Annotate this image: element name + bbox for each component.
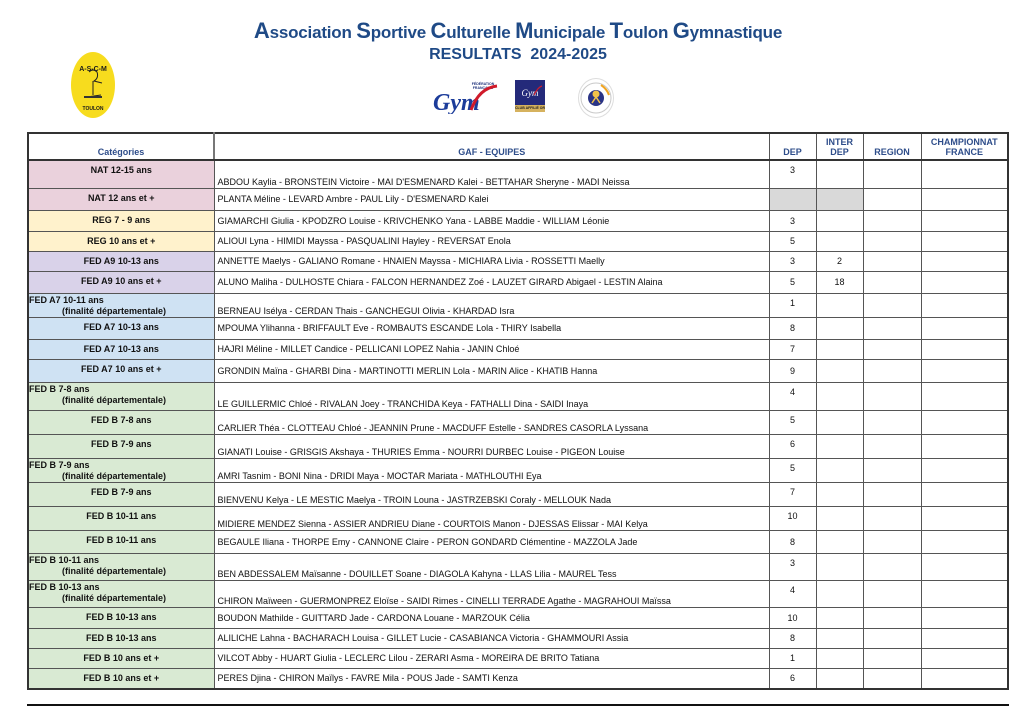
- category-label: FED B 10-11 ans: [86, 534, 157, 545]
- gym-mark-icon: [515, 80, 545, 105]
- baby-gym-icon: [579, 79, 613, 117]
- category-label: FED A7 10-13 ans: [83, 321, 159, 332]
- championnat-france-result-cell: [921, 359, 1008, 382]
- inter-dep-result-cell: [816, 628, 863, 648]
- affiliate-word: Gym: [521, 88, 539, 98]
- region-result-cell: [863, 458, 921, 482]
- footer-divider: [27, 704, 1009, 706]
- region-result-cell: [863, 628, 921, 648]
- table-row: [28, 188, 1008, 210]
- region-result-cell: [863, 482, 921, 506]
- inter-dep-result-cell: [816, 553, 863, 580]
- inter-dep-result-cell: [816, 210, 863, 231]
- category-label: FED A7 10-13 ans: [83, 343, 159, 354]
- table-row: [28, 458, 1008, 482]
- dep-result-cell: 7: [769, 482, 816, 506]
- region-result-cell: [863, 231, 921, 251]
- category-label: NAT 12 ans et +: [87, 192, 155, 203]
- category-label: REG 7 - 9 ans: [92, 214, 151, 225]
- table-row: [28, 530, 1008, 553]
- inter-dep-result-cell: [816, 668, 863, 689]
- region-result-cell: [863, 648, 921, 668]
- affiliate-band-text: CLUB AFFILIÉ OR: [515, 106, 546, 110]
- region-result-cell: [863, 271, 921, 293]
- category-cell: [28, 317, 214, 339]
- dep-result-cell: 3: [769, 210, 816, 231]
- inter-dep-result-cell: [816, 293, 863, 317]
- team-members-cell: ALIOUI Lyna - HIMIDI Mayssa - PASQUALINI Hayley - REVERSAT Enola: [214, 231, 769, 251]
- championnat-france-result-cell: [921, 580, 1008, 607]
- team-members-cell: ALUNO Maliha - DULHOSTE Chiara - FALCON HERNANDEZ Zoé - LAUZET GIRARD Abigael - LESTIN Alaina: [214, 271, 769, 293]
- dep-result-cell: 3: [769, 553, 816, 580]
- category-cell: [28, 607, 214, 628]
- table-row: [28, 482, 1008, 506]
- inter-dep-result-cell: [816, 482, 863, 506]
- team-members-cell: GRONDIN Maïna - GHARBI Dina - MARTINOTTI MERLIN Lola - MARIN Alice - KHATIB Hanna: [214, 359, 769, 382]
- region-result-cell: [863, 382, 921, 410]
- category-label: FED A9 10 ans et +: [81, 275, 162, 286]
- team-members-cell: CARLIER Théa - CLOTTEAU Chloé - JEANNIN Prune - MACDUFF Estelle - SANDRES CASORLA Lyssana: [214, 410, 769, 434]
- region-result-cell: [863, 188, 921, 210]
- table-row: [28, 628, 1008, 648]
- region-result-cell: [863, 553, 921, 580]
- dep-result-cell: 10: [769, 607, 816, 628]
- col-header-dep: DEP: [769, 133, 816, 160]
- championnat-france-result-cell: [921, 271, 1008, 293]
- club-affilie-or-logo: [515, 80, 545, 112]
- championnat-france-result-cell: [921, 293, 1008, 317]
- team-members-cell: CHIRON Maïween - GUERMONPREZ Eloïse - SAIDI Rimes - CINELLI TERRADE Agathe - MAGRAHOUI Maïssa: [214, 580, 769, 607]
- team-members-cell: ALILICHE Lahna - BACHARACH Louisa - GILLET Lucie - CASABIANCA Victoria - GHAMMOURI Assia: [214, 628, 769, 648]
- category-cell: [28, 359, 214, 382]
- category-cell: [28, 648, 214, 668]
- region-result-cell: [863, 506, 921, 530]
- inter-dep-result-cell: [816, 530, 863, 553]
- results-table: [27, 132, 1009, 690]
- team-members-cell: VILCOT Abby - HUART Giulia - LECLERC Lilou - ZERARI Asma - MOREIRA DE BRITO Tatiana: [214, 648, 769, 668]
- team-members-cell: BERNEAU Isélya - CERDAN Thais - GANCHEGUI Olivia - KHARDAD Isra: [214, 293, 769, 317]
- dep-result-cell: 9: [769, 359, 816, 382]
- team-members-cell: PERES Djina - CHIRON Maïlys - FAVRE Mila - POUS Jade - SAMTI Kenza: [214, 668, 769, 689]
- table-row: [28, 648, 1008, 668]
- category-sublabel: (finalité départementale): [62, 394, 167, 405]
- team-members-cell: ANNETTE Maelys - GALIANO Romane - HNAIEN Mayssa - MICHIARA Livia - ROSSETTI Maelly: [214, 251, 769, 271]
- championnat-france-result-cell: [921, 434, 1008, 458]
- dep-result-cell: 3: [769, 251, 816, 271]
- category-cell: [28, 668, 214, 689]
- team-members-cell: GIANATI Louise - GRISGIS Akshaya - THURIES Emma - NOURRI DURBEC Louise - PIGEON Louise: [214, 434, 769, 458]
- title-initial: M: [515, 18, 534, 43]
- table-row: [28, 434, 1008, 458]
- table-row: [28, 607, 1008, 628]
- title-word-rest: ssociation: [269, 23, 352, 42]
- club-logo: [71, 52, 115, 118]
- col-header-categories: Catégories: [28, 133, 214, 160]
- table-row: [28, 317, 1008, 339]
- category-cell: [28, 482, 214, 506]
- championnat-france-result-cell: [921, 231, 1008, 251]
- team-members-cell: PLANTA Méline - LEVARD Ambre - PAUL Lily - D'ESMENARD Kalei: [214, 188, 769, 210]
- category-label: FED B 10-13 ans: [85, 611, 157, 622]
- inter-dep-result-cell: [816, 458, 863, 482]
- page-title: [0, 18, 1024, 44]
- col-header-inter-dep: INTER DEP: [816, 133, 863, 160]
- dep-result-cell: 4: [769, 382, 816, 410]
- title-initial: C: [430, 18, 447, 43]
- category-label: FED A9 10-13 ans: [83, 255, 159, 266]
- dep-result-cell: 10: [769, 506, 816, 530]
- category-label: FED B 10-13 ans: [85, 632, 157, 643]
- category-label: FED B 7-9 ans: [90, 438, 152, 449]
- championnat-france-result-cell: [921, 668, 1008, 689]
- team-members-cell: HAJRI Méline - MILLET Candice - PELLICANI LOPEZ Nahia - JANIN Chloé: [214, 339, 769, 359]
- championnat-france-result-cell: [921, 382, 1008, 410]
- region-result-cell: [863, 580, 921, 607]
- championnat-france-result-cell: [921, 506, 1008, 530]
- table-header-row: [28, 133, 1008, 160]
- region-result-cell: [863, 339, 921, 359]
- category-label: FED B 10 ans et +: [83, 652, 160, 663]
- inter-dep-result-cell: [816, 506, 863, 530]
- championnat-france-result-cell: [921, 251, 1008, 271]
- region-result-cell: [863, 410, 921, 434]
- dep-result-cell: 5: [769, 458, 816, 482]
- championnat-france-result-cell: [921, 188, 1008, 210]
- region-result-cell: [863, 434, 921, 458]
- championnat-france-result-cell: [921, 339, 1008, 359]
- club-logo-bottom-text: TOULON: [82, 106, 104, 112]
- table-row: [28, 382, 1008, 410]
- inter-dep-result-cell: [816, 410, 863, 434]
- ffgym-word: Gym: [433, 90, 480, 114]
- inter-dep-result-cell: [816, 231, 863, 251]
- championnat-france-result-cell: [921, 410, 1008, 434]
- region-result-cell: [863, 210, 921, 231]
- table-row: [28, 668, 1008, 689]
- region-result-cell: [863, 160, 921, 188]
- championnat-france-result-cell: [921, 648, 1008, 668]
- title-initial: A: [253, 18, 270, 43]
- team-members-cell: BOUDON Mathilde - GUITTARD Jade - CARDONA Louane - MARZOUK Célia: [214, 607, 769, 628]
- category-cell: [28, 382, 214, 410]
- category-label: FED B 10-11 ans: [86, 510, 157, 521]
- region-result-cell: [863, 607, 921, 628]
- category-cell: [28, 580, 214, 607]
- table-row: [28, 231, 1008, 251]
- col-header-teams: GAF - EQUIPES: [214, 133, 769, 160]
- table-row: [28, 553, 1008, 580]
- category-label: FED A7 10 ans et +: [81, 363, 162, 374]
- region-result-cell: [863, 359, 921, 382]
- category-label: NAT 12-15 ans: [90, 165, 152, 175]
- gymnast-emblem-icon: [71, 52, 115, 118]
- inter-dep-result-cell: [816, 648, 863, 668]
- dep-result-cell: [769, 188, 816, 210]
- championnat-france-result-cell: [921, 553, 1008, 580]
- category-cell: [28, 530, 214, 553]
- category-label: FED B 10 ans et +: [83, 672, 160, 683]
- championnat-france-result-cell: [921, 482, 1008, 506]
- title-word-rest: portive: [370, 23, 426, 42]
- category-label: FED B 7-9 ans: [29, 459, 90, 470]
- category-cell: [28, 458, 214, 482]
- category-cell: [28, 553, 214, 580]
- inter-dep-result-cell: [816, 339, 863, 359]
- dep-result-cell: 8: [769, 628, 816, 648]
- team-members-cell: ABDOU Kaylia - BRONSTEIN Victoire - MAI D'ESMENARD Kalei - BETTAHAR Sheryne - MADI Neissa: [214, 160, 769, 188]
- page-subtitle: RESULTATS 2024-2025: [429, 46, 607, 63]
- inter-dep-result-cell: [816, 359, 863, 382]
- table-row: [28, 210, 1008, 231]
- dep-result-cell: 8: [769, 317, 816, 339]
- table-row: [28, 359, 1008, 382]
- inter-dep-result-cell: [816, 382, 863, 410]
- club-logo-top-text: A-S-C-M: [79, 66, 107, 73]
- dep-result-cell: 1: [769, 293, 816, 317]
- category-cell: [28, 188, 214, 210]
- table-row: [28, 506, 1008, 530]
- title-initial: T: [609, 18, 623, 43]
- title-word-rest: ulturelle: [446, 23, 511, 42]
- category-cell: [28, 160, 214, 188]
- table-row: [28, 580, 1008, 607]
- title-word-rest: unicipale: [533, 23, 606, 42]
- category-label: FED B 7-9 ans: [90, 486, 152, 497]
- championnat-france-result-cell: [921, 530, 1008, 553]
- region-result-cell: [863, 251, 921, 271]
- dep-result-cell: 3: [769, 160, 816, 188]
- region-result-cell: [863, 530, 921, 553]
- dep-result-cell: 7: [769, 339, 816, 359]
- title-initial: G: [672, 18, 690, 43]
- category-cell: [28, 293, 214, 317]
- dep-result-cell: 5: [769, 271, 816, 293]
- category-sublabel: (finalité départementale): [62, 470, 167, 481]
- category-cell: [28, 339, 214, 359]
- region-result-cell: [863, 317, 921, 339]
- category-cell: [28, 628, 214, 648]
- table-row: [28, 293, 1008, 317]
- region-result-cell: [863, 668, 921, 689]
- category-sublabel: (finalité départementale): [62, 592, 167, 603]
- inter-dep-result-cell: 18: [816, 271, 863, 293]
- category-label: FED B 7-8 ans: [29, 383, 90, 394]
- ffgym-logo: [431, 80, 501, 114]
- team-members-cell: BEGAULE Iliana - THORPE Emy - CANNONE Claire - PERON GONDARD Clémentine - MAZZOLA Jade: [214, 530, 769, 553]
- category-label: REG 10 ans et +: [87, 235, 156, 246]
- dep-result-cell: 4: [769, 580, 816, 607]
- table-row: [28, 160, 1008, 188]
- team-members-cell: MIDIERE MENDEZ Sienna - ASSIER ANDRIEU Diane - COURTOIS Manon - DJESSAS Elissar - MAI Kelya: [214, 506, 769, 530]
- championnat-france-result-cell: [921, 210, 1008, 231]
- inter-dep-result-cell: [816, 434, 863, 458]
- inter-dep-result-cell: [816, 607, 863, 628]
- region-result-cell: [863, 293, 921, 317]
- title-initial: S: [356, 18, 371, 43]
- team-members-cell: AMRI Tasnim - BONI Nina - DRIDI Maya - MOCTAR Mariata - MATHLOUTHI Eya: [214, 458, 769, 482]
- category-sublabel: (finalité départementale): [62, 565, 167, 576]
- title-word-rest: ymnastique: [689, 23, 783, 42]
- championnat-france-result-cell: [921, 628, 1008, 648]
- col-header-championnat-france: CHAMPIONNAT FRANCE: [921, 133, 1008, 160]
- baby-gym-label-logo: [578, 78, 614, 118]
- championnat-france-result-cell: [921, 458, 1008, 482]
- category-cell: [28, 434, 214, 458]
- category-cell: [28, 410, 214, 434]
- championnat-france-result-cell: [921, 317, 1008, 339]
- category-sublabel: (finalité départementale): [62, 305, 167, 316]
- category-cell: [28, 506, 214, 530]
- table-row: [28, 251, 1008, 271]
- ffgym-line2: FRANÇAISE: [472, 86, 494, 90]
- category-cell: [28, 271, 214, 293]
- dep-result-cell: 5: [769, 410, 816, 434]
- title-word-rest: oulon: [622, 23, 669, 42]
- championnat-france-result-cell: [921, 607, 1008, 628]
- category-label: FED A7 10-11 ans: [29, 294, 104, 305]
- inter-dep-result-cell: [816, 317, 863, 339]
- inter-dep-result-cell: [816, 580, 863, 607]
- category-cell: [28, 231, 214, 251]
- table-row: [28, 410, 1008, 434]
- category-cell: [28, 251, 214, 271]
- ffgym-line1: FÉDÉRATION: [471, 82, 495, 86]
- team-members-cell: GIAMARCHI Giulia - KPODZRO Louise - KRIVCHENKO Yana - LABBE Maddie - WILLIAM Léonie: [214, 210, 769, 231]
- table-row: [28, 271, 1008, 293]
- inter-dep-result-cell: [816, 160, 863, 188]
- dep-result-cell: 5: [769, 231, 816, 251]
- dep-result-cell: 6: [769, 434, 816, 458]
- category-cell: [28, 210, 214, 231]
- category-label: FED B 10-11 ans: [29, 554, 100, 565]
- team-members-cell: BIENVENU Kelya - LE MESTIC Maelya - TROIN Louna - JASTRZEBSKI Coraly - MELLOUK Nada: [214, 482, 769, 506]
- team-members-cell: LE GUILLERMIC Chloé - RIVALAN Joey - TRANCHIDA Keya - FATHALLI Dina - SAIDI Inaya: [214, 382, 769, 410]
- team-members-cell: MPOUMA Ylihanna - BRIFFAULT Eve - ROMBAUTS ESCANDE Lola - THIRY Isabella: [214, 317, 769, 339]
- inter-dep-result-cell: 2: [816, 251, 863, 271]
- table-row: [28, 339, 1008, 359]
- team-members-cell: BEN ABDESSALEM Maïsanne - DOUILLET Soane - DIAGOLA Kahyna - LLAS Lilia - MAUREL Tess: [214, 553, 769, 580]
- col-header-region: REGION: [863, 133, 921, 160]
- dep-result-cell: 1: [769, 648, 816, 668]
- category-label: FED B 10-13 ans: [29, 581, 100, 592]
- dep-result-cell: 6: [769, 668, 816, 689]
- championnat-france-result-cell: [921, 160, 1008, 188]
- inter-dep-result-cell: [816, 188, 863, 210]
- dep-result-cell: 8: [769, 530, 816, 553]
- category-label: FED B 7-8 ans: [90, 414, 152, 425]
